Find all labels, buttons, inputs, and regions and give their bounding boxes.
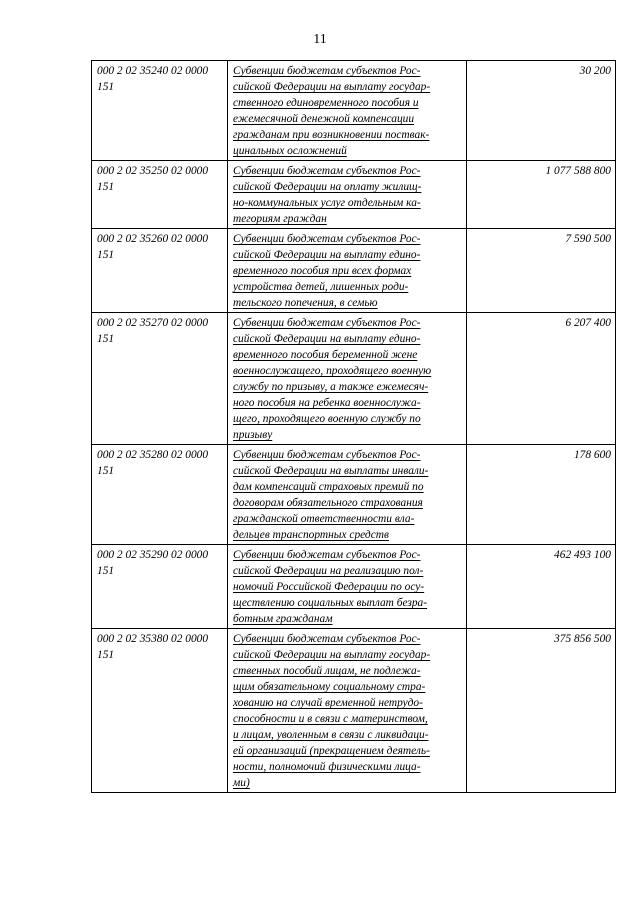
budget-code: 000 2 02 35380 02 0000 151 [92, 629, 228, 793]
budget-table-body [92, 61, 616, 793]
description-line: сийской Федерации на реализацию пол- [233, 565, 424, 577]
table-row [92, 545, 616, 629]
description-line: Субвенции бюджетам субъектов Рос- [233, 65, 421, 77]
description-line: Субвенции бюджетам субъектов Рос- [233, 549, 421, 561]
budget-table [91, 60, 616, 793]
description-line: гражданам при возникновении поствак- [233, 129, 430, 141]
description-line: и лицам, уволенным в связи с ликвидаци- [233, 729, 429, 741]
description-line: тегориям граждан [233, 213, 327, 225]
subvention-description [228, 161, 467, 229]
description-line: дельцев транспортных средств [233, 529, 389, 541]
budget-code: 000 2 02 35260 02 0000 151 [92, 229, 228, 313]
amount-value: 462 493 100 [467, 545, 616, 629]
budget-code: 000 2 02 35290 02 0000 151 [92, 545, 228, 629]
subvention-description [228, 545, 467, 629]
description-line: призыву [233, 429, 273, 441]
table-row [92, 229, 616, 313]
description-line: тельского попечения, в семью [233, 297, 378, 309]
subvention-description [228, 629, 467, 793]
amount-value: 30 200 [467, 61, 616, 161]
description-line: ей организаций (прекращением деятель- [233, 745, 430, 757]
amount-value: 375 856 500 [467, 629, 616, 793]
description-line: сийской Федерации на выплату едино- [233, 333, 421, 345]
table-row [92, 313, 616, 445]
description-line: ботным гражданам [233, 613, 333, 625]
description-line: способности и в связи с материнством, [233, 713, 428, 725]
description-line: договорам обязательного страхования [233, 497, 423, 509]
description-line: щим обязательному социальному стра- [233, 681, 426, 693]
description-line: временного пособия беременной жене [233, 349, 418, 361]
description-line: гражданской ответственности вла- [233, 513, 415, 525]
budget-code: 000 2 02 35270 02 0000 151 [92, 313, 228, 445]
description-line: хованию на случай временной нетрудо- [233, 697, 423, 709]
amount-value: 178 600 [467, 445, 616, 545]
description-line: цинальных осложнений [233, 145, 347, 157]
table-row [92, 61, 616, 161]
description-line: ственных пособий лицам, не подлежа- [233, 665, 421, 677]
subvention-description [228, 61, 467, 161]
subvention-description [228, 313, 467, 445]
description-line: Субвенции бюджетам субъектов Рос- [233, 317, 421, 329]
description-line: сийской Федерации на выплату едино- [233, 249, 421, 261]
description-line: дам компенсаций страховых премий по [233, 481, 424, 493]
description-line: временного пособия при всех формах [233, 265, 412, 277]
description-line: номочий Российской Федерации по осу- [233, 581, 425, 593]
description-line: ществлению социальных выплат безра- [233, 597, 428, 609]
description-line: сийской Федерации на выплату государ- [233, 649, 431, 661]
description-line: ности, полномочий физическими лица- [233, 761, 421, 773]
table-row [92, 445, 616, 545]
description-line: Субвенции бюджетам субъектов Рос- [233, 233, 421, 245]
description-line: службу по призыву, а также ежемесяч- [233, 381, 429, 393]
description-line: ного пособия на ребенка военнослужа- [233, 397, 421, 409]
description-line: но-коммунальных услуг отдельным ка- [233, 197, 421, 209]
description-line: Субвенции бюджетам субъектов Рос- [233, 449, 421, 461]
amount-value: 6 207 400 [467, 313, 616, 445]
description-line: сийской Федерации на выплату государ- [233, 81, 431, 93]
description-line: Субвенции бюджетам субъектов Рос- [233, 633, 421, 645]
description-line: устройства детей, лишенных роди- [233, 281, 409, 293]
page-number: 11 [313, 32, 327, 47]
subvention-description [228, 445, 467, 545]
budget-code: 000 2 02 35280 02 0000 151 [92, 445, 228, 545]
table-row [92, 629, 616, 793]
amount-value: 7 590 500 [467, 229, 616, 313]
subvention-description [228, 229, 467, 313]
description-line: Субвенции бюджетам субъектов Рос- [233, 165, 421, 177]
table-row [92, 161, 616, 229]
amount-value: 1 077 588 800 [467, 161, 616, 229]
description-line: ми) [233, 777, 250, 789]
description-line: ежемесячной денежной компенсации [233, 113, 415, 125]
description-line: сийской Федерации на оплату жилищ- [233, 181, 422, 193]
budget-code: 000 2 02 35250 02 0000 151 [92, 161, 228, 229]
description-line: сийской Федерации на выплаты инвали- [233, 465, 429, 477]
description-line: щего, проходящего военную службу по [233, 413, 421, 425]
description-line: ственного единовременного пособия и [233, 97, 419, 109]
budget-code: 000 2 02 35240 02 0000 151 [92, 61, 228, 161]
description-line: военнослужащего, проходящего военную [233, 365, 432, 377]
